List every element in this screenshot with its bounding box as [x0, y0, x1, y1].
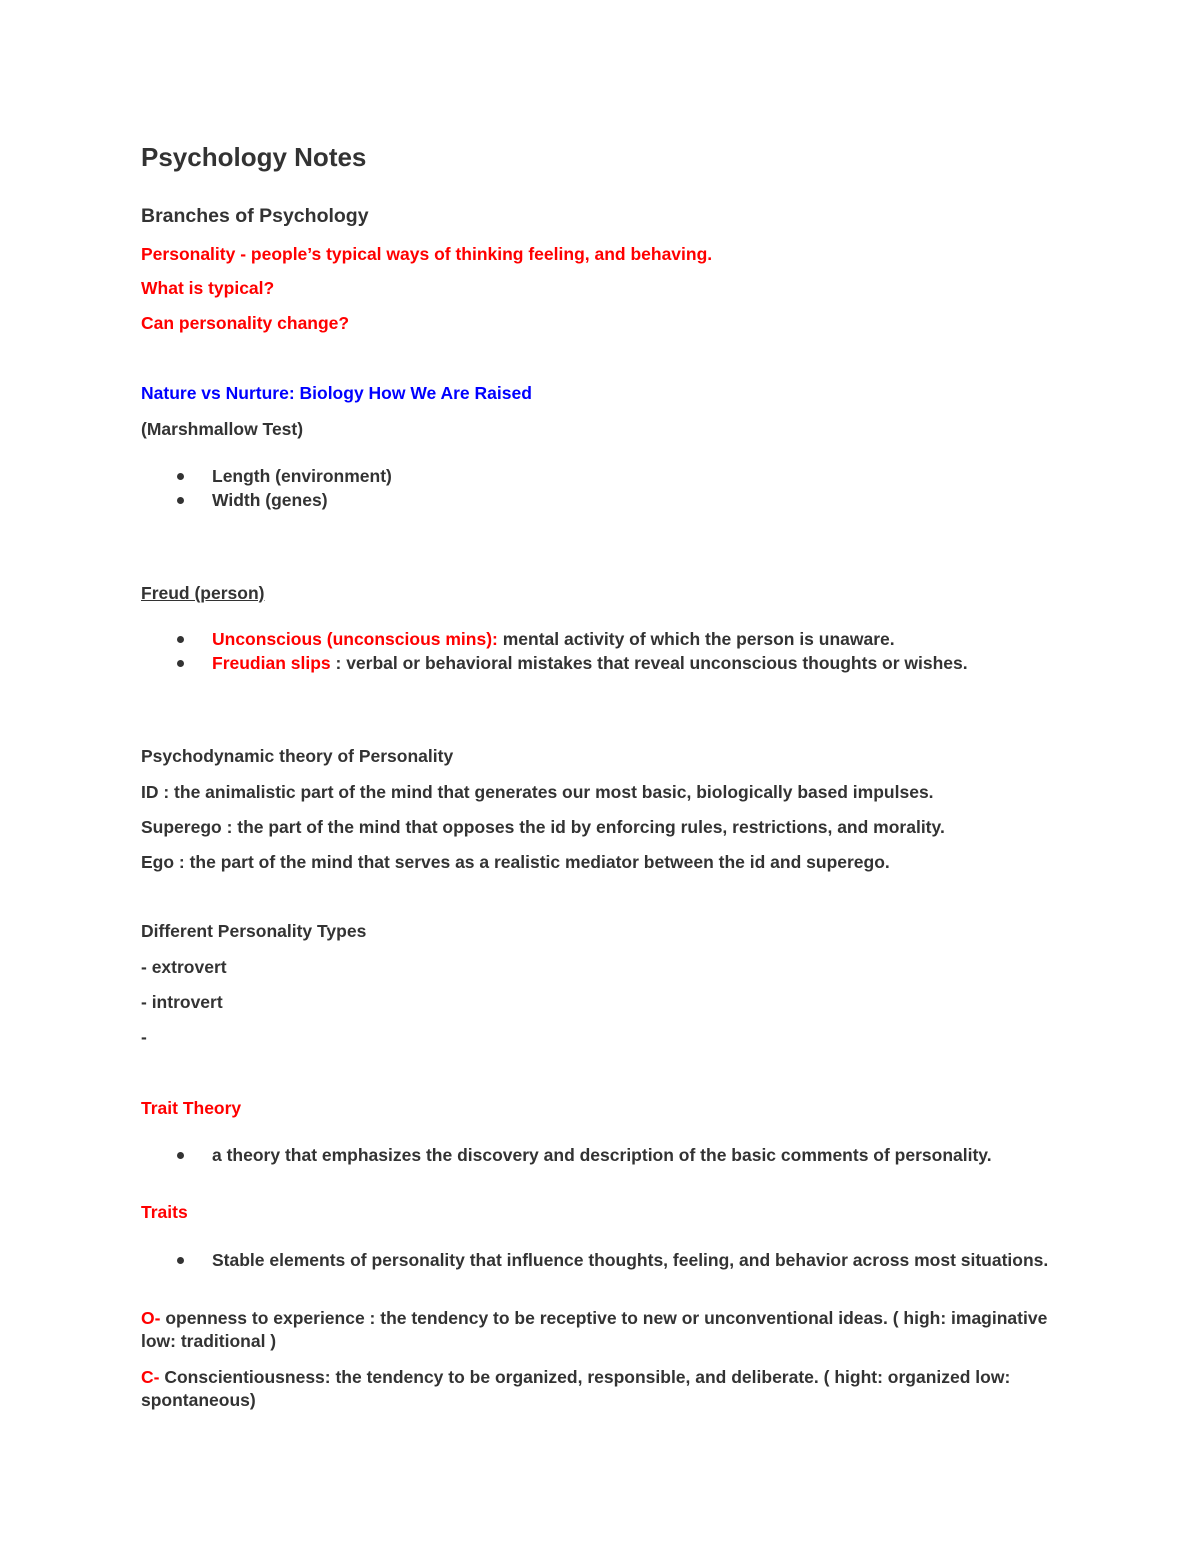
traits-heading: Traits: [141, 1202, 188, 1222]
question-typical: What is typical?: [141, 278, 275, 298]
conscientiousness-letter: C-: [141, 1367, 160, 1387]
freud-term: Unconscious (unconscious mins):: [212, 629, 498, 649]
list-item: [212, 628, 895, 650]
freud-heading: Freud (person): [141, 583, 265, 603]
conscientiousness-paragraph: [141, 1366, 1071, 1412]
bullet-icon: [177, 1152, 184, 1159]
type-item: - extrovert: [141, 957, 227, 977]
openness-paragraph: [141, 1307, 1071, 1353]
openness-letter: O-: [141, 1308, 161, 1328]
bullet-icon: [177, 473, 184, 480]
personality-definition: Personality - people’s typical ways of thinking feeling, and behaving.: [141, 244, 713, 264]
id-definition: ID : the animalistic part of the mind that generates our most basic, biologically based impulses.: [141, 782, 934, 802]
page-title: Psychology Notes: [141, 142, 367, 172]
bullet-icon: [177, 1257, 184, 1264]
conscientiousness-text: Conscientiousness: the tendency to be organized, responsible, and deliberate. ( hight: organized low: spontaneous): [141, 1367, 1011, 1410]
list-item: a theory that emphasizes the discovery and description of the basic comments of personality.: [212, 1145, 992, 1165]
psychodynamic-heading: Psychodynamic theory of Personality: [141, 746, 454, 766]
ego-definition: Ego : the part of the mind that serves as a realistic mediator between the id and superego.: [141, 852, 890, 872]
bullet-icon: [177, 660, 184, 667]
list-item: Stable elements of personality that influence thoughts, feeling, and behavior across most situations.: [212, 1250, 1049, 1270]
type-item: -: [141, 1027, 147, 1047]
list-item: [212, 652, 968, 674]
openness-text: openness to experience : the tendency to be receptive to new or unconventional ideas. ( high: imaginative low: traditional ): [141, 1308, 1048, 1351]
personality-types-heading: Different Personality Types: [141, 921, 367, 941]
nature-nurture-heading: Nature vs Nurture: Biology How We Are Raised: [141, 383, 532, 403]
freud-desc: : verbal or behavioral mistakes that reveal unconscious thoughts or wishes.: [330, 653, 968, 673]
branches-heading: Branches of Psychology: [141, 205, 369, 227]
freud-desc: mental activity of which the person is unaware.: [497, 629, 895, 649]
question-change: Can personality change?: [141, 313, 350, 333]
freud-term: Freudian slips: [212, 653, 331, 673]
bullet-icon: [177, 636, 184, 643]
list-item: Width (genes): [212, 490, 328, 510]
superego-definition: Superego : the part of the mind that opposes the id by enforcing rules, restrictions, and morality.: [141, 817, 945, 837]
trait-theory-heading: Trait Theory: [141, 1098, 242, 1118]
list-item: Length (environment): [212, 466, 392, 486]
type-item: - introvert: [141, 992, 223, 1012]
marshmallow-test: (Marshmallow Test): [141, 419, 304, 439]
bullet-icon: [177, 497, 184, 504]
